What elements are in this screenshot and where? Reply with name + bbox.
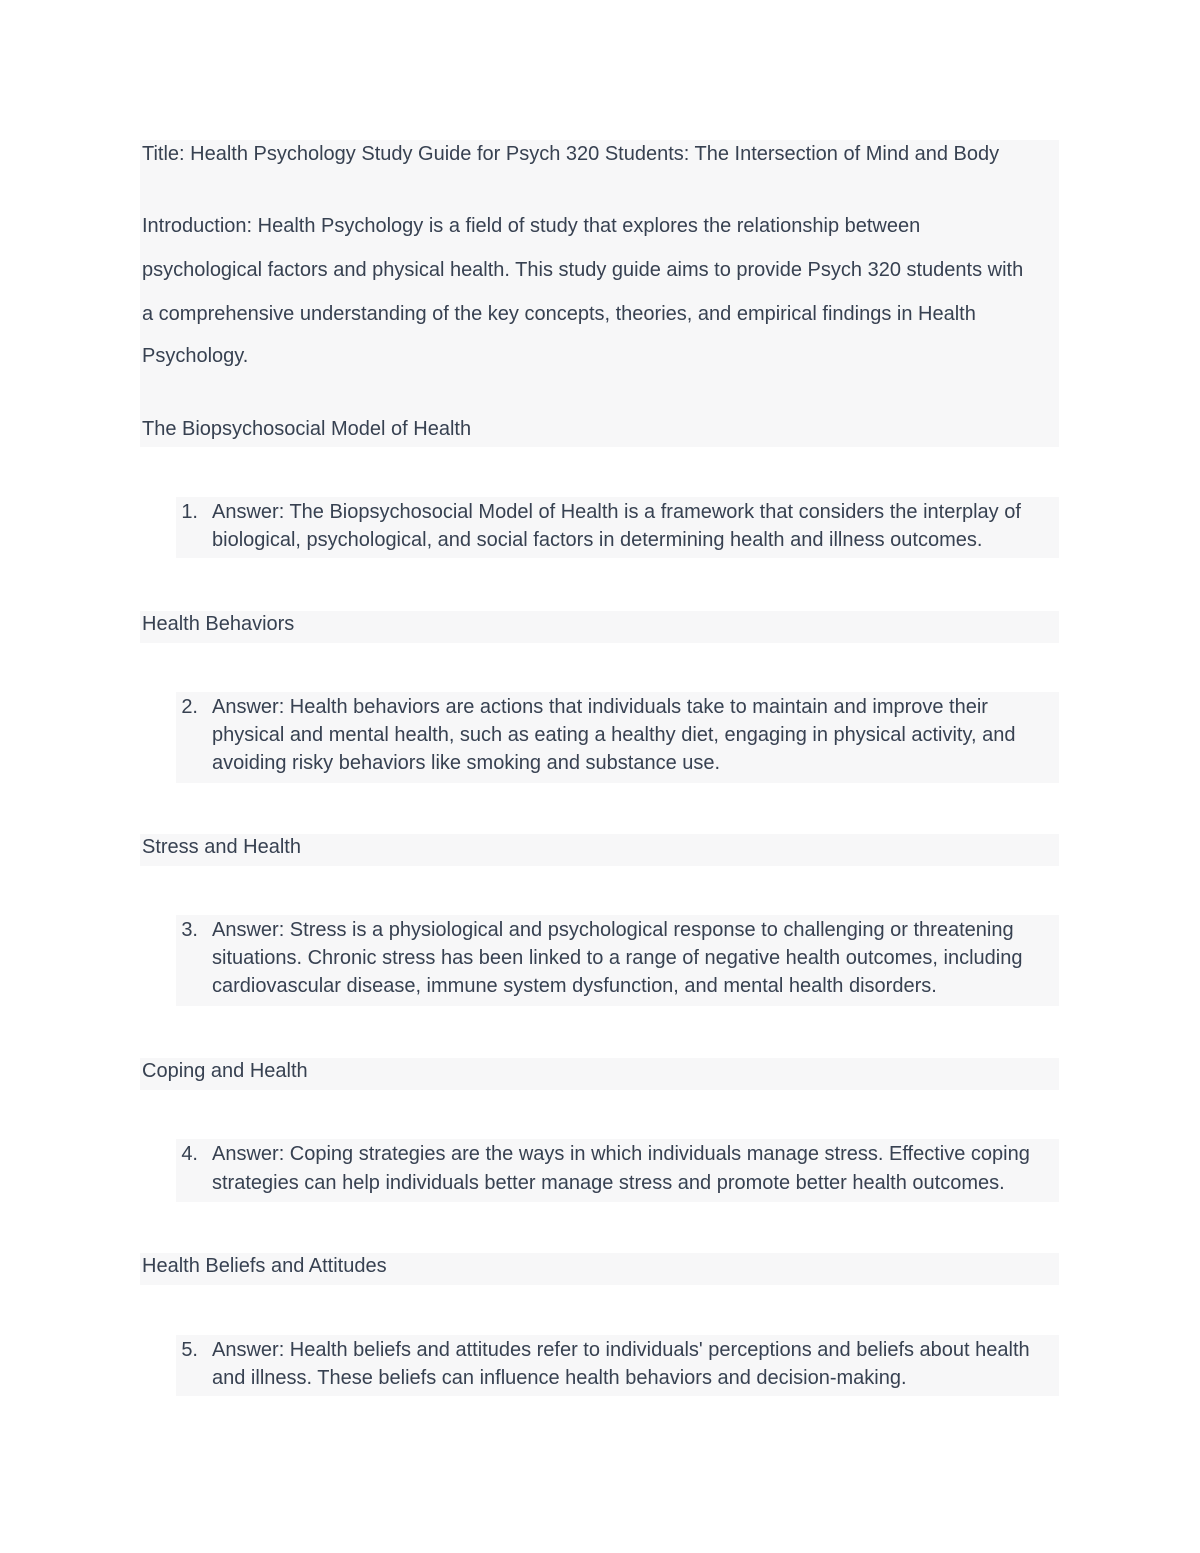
answer-line: cardiovascular disease, immune system dysfunction, and mental health disorders.: [212, 975, 937, 997]
intro-line-1: Introduction: Health Psychology is a field of study that explores the relationship between: [142, 215, 921, 237]
intro-line-2: psychological factors and physical health. This study guide aims to provide Psych 320 students with: [142, 259, 1024, 281]
document-title: Title: Health Psychology Study Guide for Psych 320 Students: The Intersection of Mind and Body: [142, 143, 1000, 165]
answer-line: situations. Chronic stress has been linked to a range of negative health outcomes, including: [212, 947, 1023, 969]
answer-line: strategies can help individuals better manage stress and promote better health outcomes.: [212, 1172, 1005, 1194]
answer-line: Answer: Health behaviors are actions that individuals take to maintain and improve their: [212, 696, 988, 718]
answer-item-3: [176, 915, 1059, 1006]
answer-line: Answer: Stress is a physiological and psychological response to challenging or threatening: [212, 919, 1014, 941]
item-number: 3.: [181, 919, 198, 941]
answer-line: Answer: The Biopsychosocial Model of Health is a framework that considers the interplay of: [212, 501, 1021, 523]
intro-block-background: [140, 140, 1059, 447]
intro-line-4: Psychology.: [142, 345, 249, 367]
item-number: 4.: [181, 1143, 198, 1165]
answer-item-4: [176, 1139, 1059, 1202]
section-heading-stress-and-health: Stress and Health: [142, 836, 301, 858]
section-heading-biopsychosocial: The Biopsychosocial Model of Health: [142, 418, 472, 440]
item-number: 1.: [181, 501, 198, 523]
answer-line: biological, psychological, and social factors in determining health and illness outcomes.: [212, 529, 983, 551]
answer-line: physical and mental health, such as eating a healthy diet, engaging in physical activity, and: [212, 724, 1016, 746]
answer-item-5: [176, 1335, 1059, 1396]
item-number: 5.: [181, 1339, 198, 1361]
section-heading-health-beliefs: Health Beliefs and Attitudes: [142, 1255, 387, 1277]
answer-line: and illness. These beliefs can influence health behaviors and decision-making.: [212, 1367, 907, 1389]
answer-line: avoiding risky behaviors like smoking and substance use.: [212, 752, 721, 774]
intro-line-3: a comprehensive understanding of the key concepts, theories, and empirical findings in Health: [142, 303, 976, 325]
section-heading-health-behaviors: Health Behaviors: [142, 613, 295, 635]
section-heading-coping-and-health: Coping and Health: [142, 1060, 308, 1082]
item-number: 2.: [181, 696, 198, 718]
answer-line: Answer: Coping strategies are the ways in which individuals manage stress. Effective coping: [212, 1143, 1030, 1165]
answer-line: Answer: Health beliefs and attitudes refer to individuals' perceptions and beliefs about health: [212, 1339, 1030, 1361]
answer-item-1: [176, 497, 1059, 558]
answer-item-2: [176, 692, 1059, 783]
